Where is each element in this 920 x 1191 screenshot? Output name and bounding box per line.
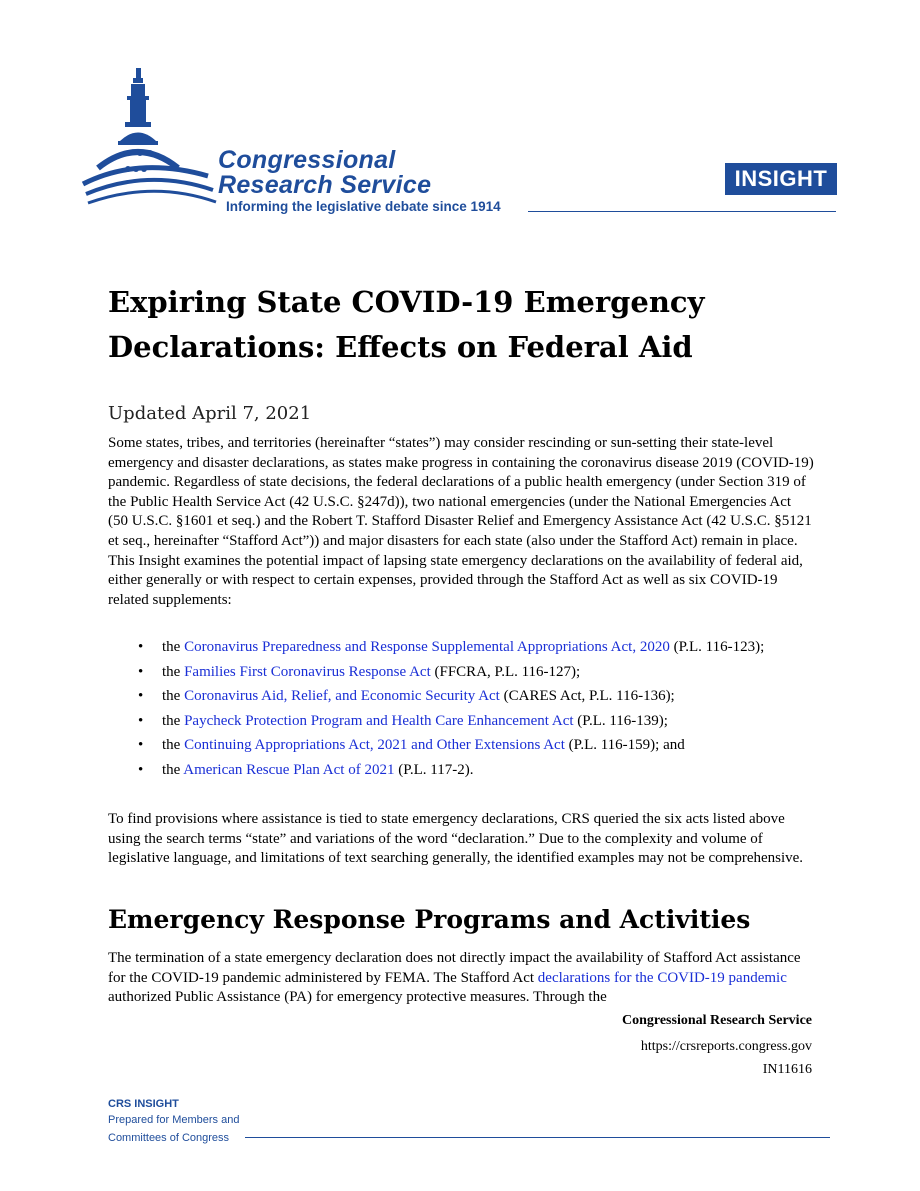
declarations-link[interactable]: declarations for the COVID-19 pandemic xyxy=(537,969,787,986)
page-title: Expiring State COVID-19 Emergency Declarations: Effects on Federal Aid xyxy=(108,285,705,364)
crs-insight-label: CRS INSIGHT xyxy=(108,1098,179,1110)
list-item-prefix: the xyxy=(162,761,184,778)
act-link[interactable]: Continuing Appropriations Act, 2021 and Other Extensions Act xyxy=(184,737,565,754)
report-id: IN11616 xyxy=(762,1062,812,1077)
list-item-suffix: (P.L. 116-123); xyxy=(669,639,765,655)
list-item xyxy=(108,761,814,781)
list-item xyxy=(108,638,814,658)
footer-url: https://crsreports.congress.gov xyxy=(640,1039,812,1054)
list-item-prefix: the xyxy=(162,663,185,680)
prepared-for-line2: Committees of Congress xyxy=(108,1132,230,1144)
bullet-icon: • xyxy=(138,639,144,655)
list-item-suffix: (CARES Act, P.L. 116-136); xyxy=(499,688,675,705)
act-link[interactable]: Coronavirus Aid, Relief, and Economic Security Act xyxy=(184,688,500,705)
org-name-line2: Research Service xyxy=(218,171,432,199)
list-item xyxy=(108,687,814,707)
list-item-suffix: (P.L. 116-139); xyxy=(573,712,668,729)
list-item-prefix: the xyxy=(162,712,185,729)
prepared-for-line1: Prepared for Members and xyxy=(108,1114,240,1126)
org-tagline: Informing the legislative debate since 1914 xyxy=(226,199,501,214)
list-item xyxy=(108,736,814,756)
list-item-prefix: the xyxy=(162,688,185,705)
list-item-suffix: (P.L. 116-159); and xyxy=(564,737,685,754)
section-text-start: The termination of a state emergency declaration does not directly impact the availability of Stafford Act assistance for the COVID-19 pandemic administered by FEMA. The Stafford Act xyxy=(108,950,801,986)
capitol-dome-logo-icon xyxy=(78,66,228,216)
updated-date: Updated April 7, 2021 xyxy=(108,403,312,424)
section-text-end: authorized Public Assistance (PA) for emergency protective measures. Through the xyxy=(108,989,607,1006)
bullet-icon: • xyxy=(138,737,144,754)
list-item-suffix: (FFCRA, P.L. 116-127); xyxy=(430,663,581,680)
section-heading: Emergency Response Programs and Activities xyxy=(108,905,751,934)
list-item xyxy=(108,712,814,732)
list-item-suffix: (P.L. 117-2). xyxy=(394,761,474,778)
list-item-prefix: the xyxy=(162,737,185,754)
org-name-line1: Congressional xyxy=(218,146,396,174)
bullet-icon: • xyxy=(138,712,144,729)
bullet-icon: • xyxy=(138,663,144,680)
list-item xyxy=(108,663,814,683)
legislation-list xyxy=(108,638,814,786)
bullet-icon: • xyxy=(138,761,144,778)
act-link[interactable]: Families First Coronavirus Response Act xyxy=(184,663,431,680)
act-link[interactable]: Coronavirus Preparedness and Response Supplemental Appropriations Act, 2020 xyxy=(184,639,670,655)
header-divider xyxy=(528,211,836,212)
footer-org-name: Congressional Research Service xyxy=(621,1013,812,1028)
footer-divider xyxy=(245,1137,830,1138)
method-paragraph: To find provisions where assistance is tied to state emergency declarations, CRS queried the six acts listed above using the search terms “state” and variations of the word “declaration.” Due to the complexity and volume of legislative language, and limitations of text searching generally, the identified examples may not be comprehensive. xyxy=(108,811,804,867)
insight-badge: INSIGHT xyxy=(725,163,837,195)
bullet-icon: • xyxy=(138,688,144,705)
section-paragraph xyxy=(108,949,814,1008)
act-link[interactable]: American Rescue Plan Act of 2021 xyxy=(183,761,395,778)
list-item-prefix: the xyxy=(162,639,185,655)
act-link[interactable]: Paycheck Protection Program and Health Care Enhancement Act xyxy=(184,712,574,729)
intro-paragraph: Some states, tribes, and territories (hereinafter “states”) may consider rescinding or sun-setting their state-level emergency and disaster declarations, as states make progress in containing the coronavirus disease 2019 (COVID-19) pandemic. Regardless of state decisions, the federal declarations of a public health emergency (under Section 319 of the Public Health Service Act (42 U.S.C. §247d)), two national emergencies (under the National Emergencies Act (50 U.S.C. §1601 et seq.) and the Robert T. Stafford Disaster Relief and Emergency Assistance Act (42 U.S.C. §5121 et seq., hereinafter “Stafford Act”)) and major disasters for each state (also under the Stafford Act) remain in place. This Insight examines the potential impact of lapsing state emergency declarations on the availability of federal aid, either generally or with respect to certain expenses, provided through the Stafford Act as well as six COVID-19 related supplements: xyxy=(108,435,814,608)
